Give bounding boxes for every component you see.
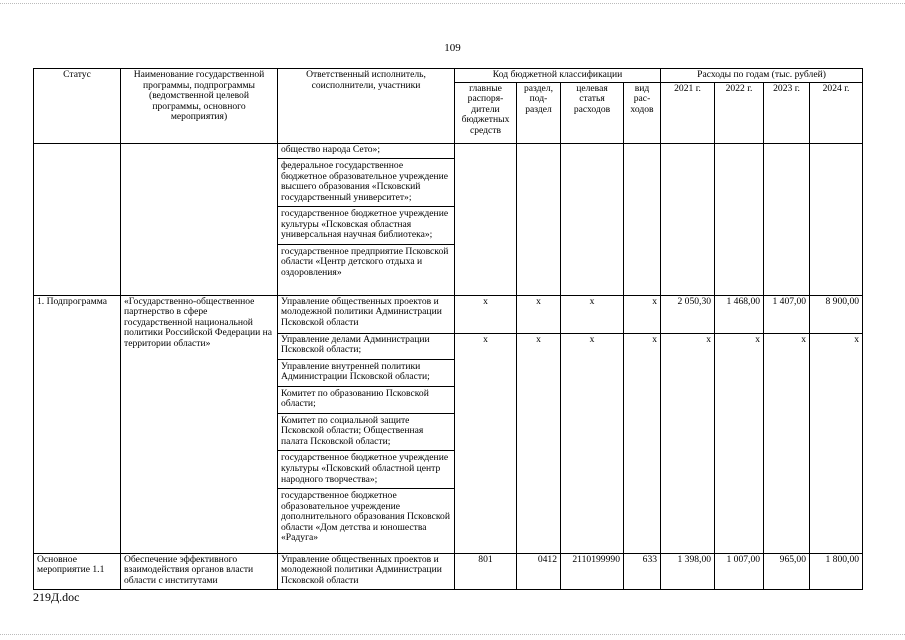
executor-item: Управление внутренней политики Администрации Псковской области; bbox=[278, 359, 454, 383]
grbs-cell: х bbox=[455, 333, 517, 553]
status-cell: 1. Подпрограмма bbox=[34, 295, 121, 553]
executor-item: федеральное государственное бюджетное образовательное учреждение высшего образования «Псковский государственный университет»; bbox=[278, 158, 454, 203]
status-cell: Основное мероприятие 1.1 bbox=[34, 553, 121, 589]
executor-item: Управление делами Администрации Псковской области; bbox=[281, 333, 430, 356]
y2023-cell: 1 407,00 bbox=[764, 295, 810, 333]
grbs-cell bbox=[455, 143, 517, 295]
program-name-cell bbox=[121, 143, 278, 295]
y2023-cell: 965,00 bbox=[764, 553, 810, 589]
section-cell: х bbox=[517, 333, 561, 553]
program-name-cell: «Государственно-общественное партнерство в сфере государственной национальной политики Российской Федерации на территории области» bbox=[121, 295, 278, 553]
grbs-cell: х bbox=[455, 295, 517, 333]
header-expenses: Расходы по годам (тыс. рублей) bbox=[661, 69, 863, 83]
y2022-cell bbox=[715, 143, 764, 295]
header-row-1 bbox=[34, 69, 863, 83]
article-cell: 2110199990 bbox=[561, 553, 624, 589]
executor-cell: Управление общественных проектов и молодежной политики Администрации Псковской области bbox=[278, 295, 455, 333]
type-cell: х bbox=[624, 295, 661, 333]
article-cell bbox=[561, 143, 624, 295]
y2024-cell: х bbox=[810, 333, 863, 553]
y2023-cell bbox=[764, 143, 810, 295]
grbs-cell: 801 bbox=[455, 553, 517, 589]
executor-item: государственное бюджетное образовательное учреждение дополнительного образования Псковской области «Дом детства и юношества «Радуга» bbox=[278, 488, 454, 544]
header-target-article: целевая статья расходов bbox=[561, 82, 624, 143]
executor-item: государственное бюджетное учреждение культуры «Псковская областная универсальная научная библиотека»; bbox=[278, 206, 454, 241]
document-footer: 219Д.doc bbox=[33, 590, 80, 604]
y2023-cell: х bbox=[764, 333, 810, 553]
y2024-cell bbox=[810, 143, 863, 295]
header-section: раздел, под-раздел bbox=[517, 82, 561, 143]
y2024-cell: 1 800,00 bbox=[810, 553, 863, 589]
executor-cell bbox=[278, 333, 455, 553]
header-year-2023: 2023 г. bbox=[764, 82, 810, 143]
y2022-cell: х bbox=[715, 333, 764, 553]
y2021-cell: х bbox=[661, 333, 715, 553]
executor-item: государственное бюджетное учреждение культуры «Псковский областной центр народного творчества»; bbox=[278, 450, 454, 485]
page-number: 109 bbox=[444, 42, 461, 54]
y2021-cell: 1 398,00 bbox=[661, 553, 715, 589]
y2024-cell: 8 900,00 bbox=[810, 295, 863, 333]
executor-item: государственное предприятие Псковской области «Центр детского отдыха и оздоровления» bbox=[278, 244, 454, 279]
executor-item: общество народа Сето»; bbox=[281, 143, 381, 155]
y2021-cell bbox=[661, 143, 715, 295]
y2022-cell: 1 007,00 bbox=[715, 553, 764, 589]
header-year-2024: 2024 г. bbox=[810, 82, 863, 143]
header-program-name: Наименование государственной программы, подпрограммы (ведомственной целевой программы, основного мероприятия) bbox=[121, 69, 278, 144]
y2022-cell: 1 468,00 bbox=[715, 295, 764, 333]
section-cell bbox=[517, 143, 561, 295]
executor-cell bbox=[278, 143, 455, 295]
header-year-2022: 2022 г. bbox=[715, 82, 764, 143]
table-row bbox=[34, 553, 863, 589]
article-cell: х bbox=[561, 333, 624, 553]
header-status: Статус bbox=[34, 69, 121, 144]
y2021-cell: 2 050,30 bbox=[661, 295, 715, 333]
article-cell: х bbox=[561, 295, 624, 333]
scan-artifact-top bbox=[0, 3, 905, 4]
section-cell: 0412 bbox=[517, 553, 561, 589]
header-expense-type: вид рас-ходов bbox=[624, 82, 661, 143]
header-chief-admin: главные распоря-дители бюджетных средств bbox=[455, 82, 517, 143]
header-year-2021: 2021 г. bbox=[661, 82, 715, 143]
table-row bbox=[34, 143, 863, 295]
section-cell: х bbox=[517, 295, 561, 333]
scan-artifact-bottom bbox=[0, 634, 905, 635]
type-cell: х bbox=[624, 333, 661, 553]
program-name-cell: Обеспечение эффективного взаимодействия органов власти области с институтами bbox=[121, 553, 278, 589]
status-cell bbox=[34, 143, 121, 295]
header-executor: Ответственный исполнитель, соисполнители, участники bbox=[278, 69, 455, 144]
executor-item: Комитет по социальной защите Псковской области; Общественная палата Псковской области; bbox=[278, 413, 454, 448]
header-budget-code: Код бюджетной классификации bbox=[455, 69, 661, 83]
budget-table bbox=[33, 68, 863, 590]
type-cell bbox=[624, 143, 661, 295]
type-cell: 633 bbox=[624, 553, 661, 589]
executor-cell: Управление общественных проектов и молодежной политики Администрации Псковской области bbox=[278, 553, 455, 589]
table-row bbox=[34, 295, 863, 333]
executor-item: Комитет по образованию Псковской области; bbox=[278, 386, 454, 410]
